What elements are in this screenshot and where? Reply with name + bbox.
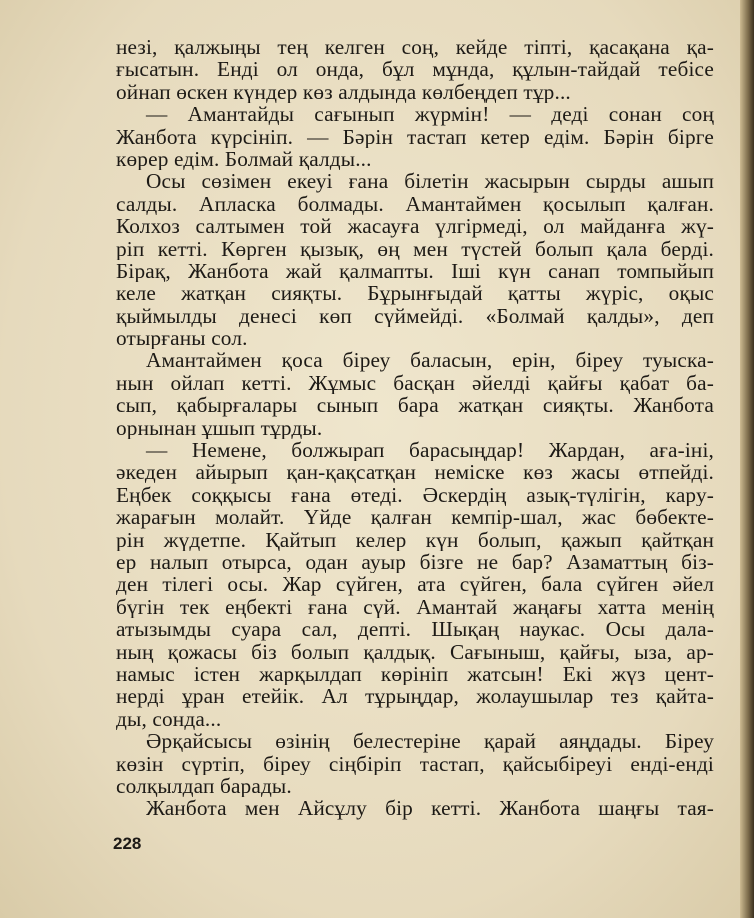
text-line: әкеден айырып қан-қақсатқан неміске көз жасы өтпейді.: [116, 461, 714, 484]
text-line: көзін сүртіп, біреу сіңбіріп тастап, қайсыбіреуі енді-енді: [116, 752, 714, 775]
text-line: нын ойлап кетті. Жұмыс басқан әйелді қайғы қабат ба-: [116, 371, 714, 395]
text-line: Жанбота күрсініп. — Бәрін тастап кетер едім. Бәрін бірге: [116, 125, 714, 148]
text-line: ның қожасы біз болып қалдық. Сағыныш, қайғы, ыза, ар-: [116, 640, 714, 663]
text-line: отырғаны сол.: [116, 327, 248, 350]
page-text: [116, 36, 714, 820]
text-line: — Немене, болжырап барасыңдар! Жардан, аға-іні,: [146, 439, 714, 462]
text-line: ғысатын. Енді ол онда, бұл мұнда, құлын-тайдай тебісе: [116, 58, 714, 81]
text-line: — Амантайды сағынып жүрмін! — деді сонан соң: [146, 103, 714, 126]
text-line: Жанбота мен Айсұлу бір кетті. Жанбота шаңғы тая-: [146, 797, 714, 820]
text-line: жарағын молайт. Үйде қалған кемпір-шал, жас бөбекте-: [116, 506, 714, 529]
text-line: келе жатқан сияқты. Бұрынғыдай қатты жүріс, оқыс: [116, 282, 714, 305]
text-line: орнынан ұшып тұрды.: [116, 416, 323, 440]
text-line: ер налып отырса, одан ауыр бізге не бар? Азаматтың біз-: [116, 550, 714, 574]
text-line: сып, қабырғалары сынып бара жатқан сияқты. Жанбота: [116, 394, 714, 417]
page-number: 228: [113, 834, 142, 853]
book-spine-edge: [740, 0, 754, 918]
text-line: Әрқайсысы өзінің белестеріне қарай аяңдады. Біреу: [146, 730, 714, 753]
text-line: бүгін тек еңбекті ғана сүй. Амантай жаңағы хатта менің: [116, 595, 714, 619]
text-line: незі, қалжыңы тең келген соң, кейде тіпті, қасақана қа-: [116, 36, 714, 59]
text-line: ден тілегі осы. Жар сүйген, ата сүйген, бала сүйген әйел: [116, 573, 714, 596]
text-line: ріп кетті. Көрген қызық, өң мен түстей болып қала берді.: [116, 237, 714, 260]
text-line: салды. Апласка болмады. Амантаймен қосылып қалған.: [116, 192, 714, 216]
text-line: ды, сонда...: [116, 707, 222, 731]
text-line: қыймылды денесі көп сүймейді. «Болмай қалды», деп: [116, 304, 714, 328]
text-line: солқылдап барады.: [116, 774, 292, 798]
text-line: көрер едім. Болмай қалды...: [116, 147, 372, 171]
text-line: намыс істен жарқылдап көрініп жатсын! Екі жүз цент-: [116, 662, 714, 686]
text-line: Бірақ, Жанбота жай қалмапты. Іші күн санап томпыйып: [116, 259, 714, 283]
text-line: рін жүдетпе. Қайтып келер күн болып, қажып қайтқан: [116, 528, 714, 551]
text-line: нерді ұран етейік. Ал тұрыңдар, жолаушылар тез қайта-: [116, 685, 714, 708]
text-line: Осы сөзімен екеуі ғана білетін жасырын сырды ашып: [146, 170, 714, 193]
text-line: Еңбек соққысы ғана өтеді. Әскердің азық-түлігін, кару-: [116, 483, 714, 507]
text-line: Колхоз салтымен той жасауға үлгірмеді, ол майданға жү-: [116, 215, 714, 238]
text-line: атызымды суара сал, депті. Шықаң наукас. Осы дала-: [116, 618, 714, 641]
text-line: Амантаймен қоса біреу баласын, ерін, біреу туыска-: [146, 349, 714, 372]
text-line: ойнап өскен күндер көз алдында көлбеңдеп тұр...: [116, 80, 571, 104]
